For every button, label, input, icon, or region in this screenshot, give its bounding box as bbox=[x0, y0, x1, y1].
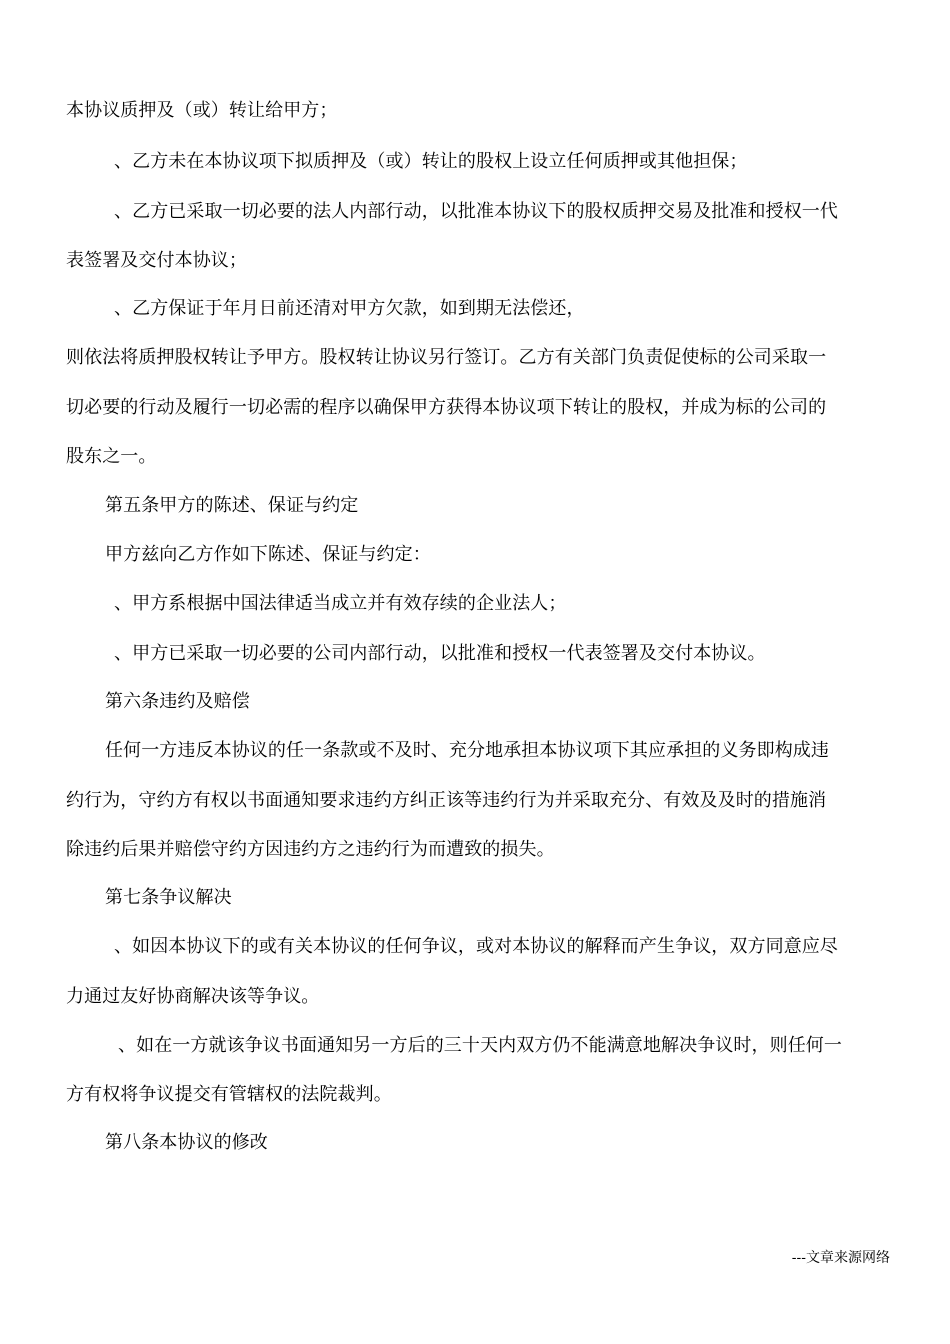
source-footer: ---文章来源网络 bbox=[791, 1250, 890, 1266]
text-line: 、如因本协议下的或有关本协议的任何争议，或对本协议的解释而产生争议，双方同意应尽 bbox=[114, 936, 838, 957]
text-line: 约行为，守约方有权以书面通知要求违约方纠正该等违约行为并采取充分、有效及及时的措施消 bbox=[66, 790, 827, 811]
text-line: 、甲方已采取一切必要的公司内部行动，以批准和授权一代表签署及交付本协议。 bbox=[114, 643, 766, 664]
text-line: 力通过友好协商解决该等争议。 bbox=[66, 986, 320, 1007]
text-line: 则依法将质押股权转让予甲方。股权转让协议另行签订。乙方有关部门负责促使标的公司采取一 bbox=[66, 347, 827, 368]
text-line: 、甲方系根据中国法律适当成立并有效存续的企业法人； bbox=[114, 593, 567, 614]
text-line: 除违约后果并赔偿守约方因违约方之违约行为而遭致的损失。 bbox=[66, 839, 555, 860]
text-line: 本协议质押及（或）转让给甲方； bbox=[66, 100, 338, 121]
section-heading: 第八条本协议的修改 bbox=[105, 1132, 268, 1153]
text-line: 表签署及交付本协议； bbox=[66, 250, 247, 271]
section-heading: 第七条争议解决 bbox=[105, 887, 232, 908]
text-line: 、乙方已采取一切必要的法人内部行动，以批准本协议下的股权质押交易及批准和授权一代 bbox=[114, 201, 838, 222]
text-line: 股东之一。 bbox=[66, 446, 157, 467]
text-line: 、如在一方就该争议书面通知另一方后的三十天内双方仍不能满意地解决争议时，则任何一 bbox=[118, 1035, 842, 1056]
section-heading: 第五条甲方的陈述、保证与约定 bbox=[105, 495, 359, 516]
section-heading: 第六条违约及赔偿 bbox=[105, 691, 250, 712]
text-line: 、乙方未在本协议项下拟质押及（或）转让的股权上设立任何质押或其他担保； bbox=[114, 151, 748, 172]
text-line: 、乙方保证于年月日前还清对甲方欠款，如到期无法偿还， bbox=[114, 298, 585, 319]
text-line: 切必要的行动及履行一切必需的程序以确保甲方获得本协议项下转让的股权，并成为标的公司的 bbox=[66, 397, 827, 418]
text-line: 任何一方违反本协议的任一条款或不及时、充分地承担本协议项下其应承担的义务即构成违 bbox=[105, 740, 829, 761]
text-line: 方有权将争议提交有管辖权的法院裁判。 bbox=[66, 1084, 392, 1105]
text-line: 甲方兹向乙方作如下陈述、保证与约定： bbox=[105, 544, 431, 565]
